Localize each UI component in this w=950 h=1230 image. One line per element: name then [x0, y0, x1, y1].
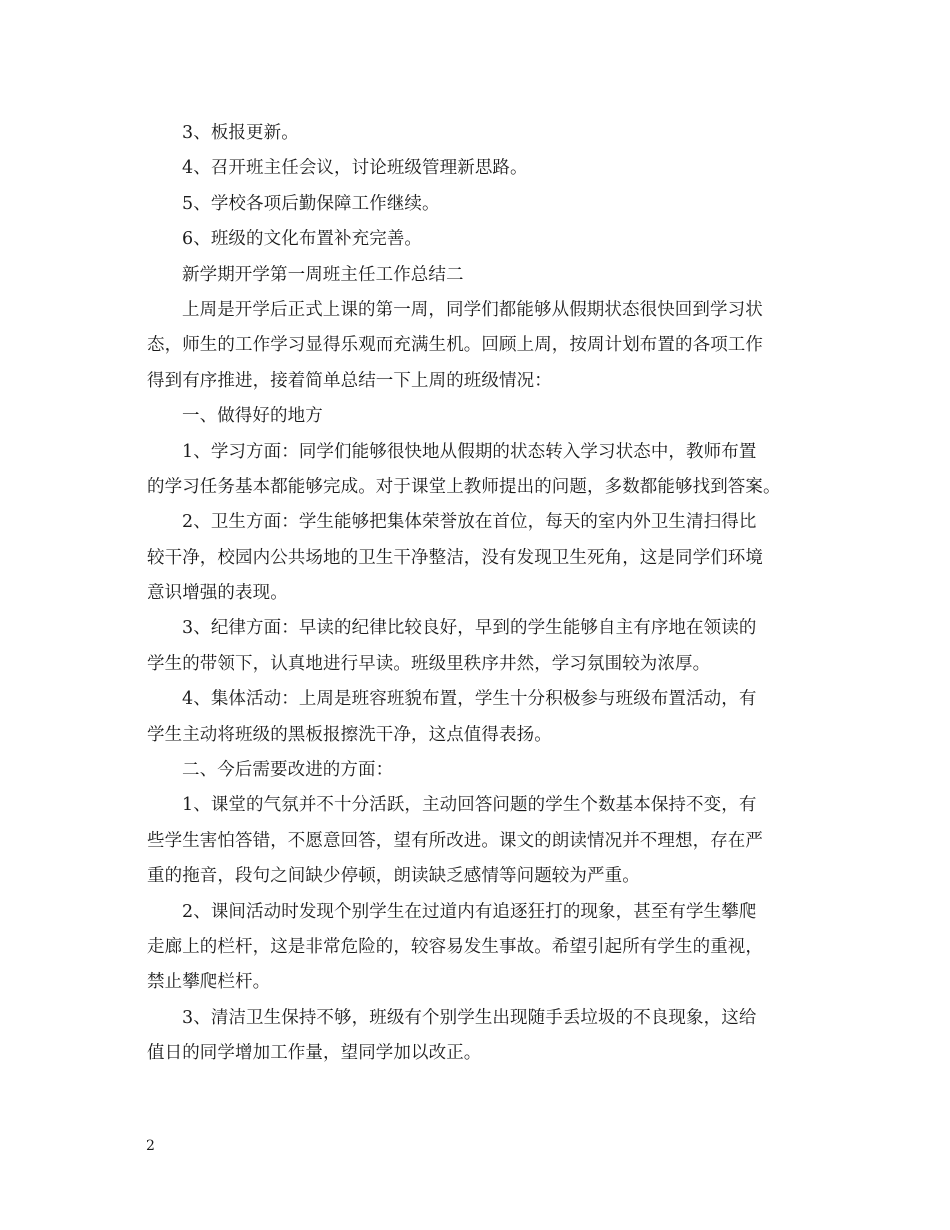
text-line: 3、纪律方面：早读的纪律比较良好，早到的学生能够自主有序地在领读的	[182, 618, 757, 639]
text-line: 一、做得好的地方	[182, 406, 323, 427]
text-line: 2、卫生方面：学生能够把集体荣誉放在首位，每天的室内外卫生清扫得比	[182, 512, 757, 533]
text-line: 2、课间活动时发现个别学生在过道内有追逐狂打的现象，甚至有学生攀爬	[182, 901, 757, 922]
text-line: 1、学习方面：同学们能够很快地从假期的状态转入学习状态中，教师布置	[182, 441, 757, 462]
text-line: 得到有序推进，接着简单总结一下上周的班级情况：	[147, 370, 552, 391]
text-line: 3、清洁卫生保持不够，班级有个别学生出现随手丢垃圾的不良现象，这给	[182, 1007, 757, 1028]
text-line: 学生的带领下，认真地进行早读。班级里秩序井然，学习氛围较为浓厚。	[147, 653, 711, 674]
text-line: 值日的同学增加工作量，望同学加以改正。	[147, 1043, 482, 1064]
text-line: 重的拖音，段句之间缺少停顿，朗读缺乏感情等问题较为严重。	[147, 866, 640, 887]
document-body	[147, 116, 812, 1072]
text-line: 态，师生的工作学习显得乐观而充满生机。回顾上周，按周计划布置的各项工作	[147, 335, 763, 356]
text-line: 学生主动将班级的黑板报擦洗干净，这点值得表扬。	[147, 724, 552, 745]
text-line: 较干净，校园内公共场地的卫生干净整洁，没有发现卫生死角，这是同学们环境	[147, 547, 763, 568]
text-line: 走廊上的栏杆，这是非常危险的，较容易发生事故。希望引起所有学生的重视，	[147, 936, 763, 957]
text-line: 意识增强的表现。	[147, 583, 288, 604]
text-line: 4、集体活动：上周是班容班貌布置，学生十分积极参与班级布置活动，有	[182, 689, 757, 710]
text-line: 5、学校各项后勤保障工作继续。	[182, 193, 440, 214]
text-line: 的学习任务基本都能够完成。对于课堂上教师提出的问题，多数都能够找到答案。	[147, 476, 781, 497]
text-line: 些学生害怕答错，不愿意回答，望有所改进。课文的朗读情况并不理想，存在严	[147, 830, 763, 851]
text-line: 6、班级的文化布置补充完善。	[182, 229, 423, 250]
text-line: 4、召开班主任会议，讨论班级管理新思路。	[182, 158, 528, 179]
text-line: 禁止攀爬栏杆。	[147, 972, 271, 993]
text-line: 上周是开学后正式上课的第一周，同学们都能够从假期状态很快回到学习状	[182, 299, 763, 320]
text-line: 1、课堂的气氛并不十分活跃，主动回答问题的学生个数基本保持不变，有	[182, 795, 757, 816]
text-line: 3、板报更新。	[182, 123, 299, 143]
text-line: 新学期开学第一周班主任工作总结二	[182, 264, 464, 285]
page-number: 2	[146, 1138, 155, 1154]
text-line: 二、今后需要改进的方面：	[182, 760, 394, 781]
